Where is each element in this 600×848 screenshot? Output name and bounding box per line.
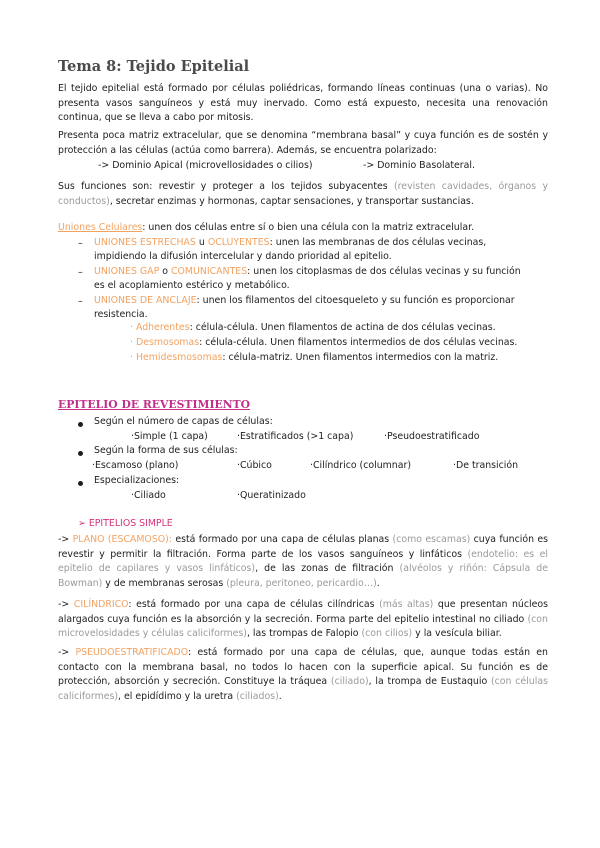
espec-label: Especializaciones: bbox=[94, 475, 180, 486]
union-estrechas: UNIONES ESTRECHAS u OCLUYENTES: unen las membranas de dos células vecinas, bbox=[94, 237, 487, 248]
union-anclaje: UNIONES DE ANCLAJE: unen los filamentos del citoesqueleto y su función es proporcionar bbox=[94, 295, 515, 306]
espec-ciliado: ·Ciliado bbox=[131, 490, 166, 501]
bullet-dot bbox=[78, 451, 83, 456]
subsection-heading-simple: ➢ EPITELIOS SIMPLE bbox=[78, 518, 173, 529]
forma-transicion: ·De transición bbox=[453, 460, 519, 471]
dash-bullet: – bbox=[78, 296, 83, 307]
basolateral-domain: -> Dominio Basolateral. bbox=[363, 160, 475, 171]
forma-label: Según la forma de sus células: bbox=[94, 445, 238, 456]
union-estrechas-cont: impidiendo la difusión intercelular y dando prioridad al epitelio. bbox=[94, 251, 392, 262]
hemidesmosomas-item: · Hemidesmosomas: célula-matriz. Unen filamentos intermedios con la matriz. bbox=[130, 352, 499, 363]
capas-label: Según el número de capas de células: bbox=[94, 416, 273, 427]
plano-term: PLANO (ESCAMOSO): bbox=[72, 534, 172, 545]
functions-note: (revisten cavidades, órganos y conductos) bbox=[58, 181, 548, 207]
unions-intro: Uniones Celulares: unen dos células entre sí o bien una célula con la matriz extracelular. bbox=[58, 222, 475, 233]
bullet-dot bbox=[78, 481, 83, 486]
intro-paragraph: El tejido epitelial está formado por células poliédricas, formando líneas continuas (una o varias). No presenta vasos sanguíneos y está muy inervado. Como está expuesto, necesita una renovación continua, que se lleva a cabo por mitosis. bbox=[58, 83, 548, 124]
capas-simple: ·Simple (1 capa) bbox=[131, 431, 208, 442]
page-title: Tema 8: Tejido Epitelial bbox=[58, 58, 250, 75]
apical-domain: -> Dominio Apical (microvellosidades o cilios) bbox=[98, 160, 313, 171]
pseudoestratificado-paragraph: -> PSEUDOESTRATIFICADO: está formado por una capa de células, que, aunque todas están en contacto con la membrana basal, no todos lo hacen con la superficie apical. Su función es de protección, absorción y secreción. Constituye la tráquea (ciliado), la trompa de Eustaquio (con células caliciformes), el epidídimo y la uretra (ciliados). bbox=[58, 647, 549, 702]
desmosomas-item: · Desmosomas: célula-célula. Unen filamentos intermedios de dos células vecinas. bbox=[130, 337, 518, 348]
union-anclaje-cont: resistencia. bbox=[94, 309, 148, 320]
forma-cilindrico: ·Cilíndrico (columnar) bbox=[310, 460, 411, 471]
capas-estratificados: ·Estratificados (>1 capa) bbox=[237, 431, 354, 442]
forma-escamoso: ·Escamoso (plano) bbox=[92, 460, 179, 471]
union-gap-cont: es el acoplamiento estérico y metabólico. bbox=[94, 280, 290, 291]
plano-paragraph: -> PLANO (ESCAMOSO): está formado por una capa de células planas (como escamas) cuya función es revestir y permitir la filtración. Forma parte de los vasos sanguíneos y linfáticos (endotelio: es el epitelio de capilares y vasos linfáticos), de las zonas de filtración (alvéolos y riñón: Cápsula de Bowman) y de membranas serosas (pleura, peritoneo, pericardio…). bbox=[58, 534, 549, 589]
forma-cubico: ·Cúbico bbox=[237, 460, 272, 471]
section-heading-revestimiento: EPITELIO DE REVESTIMIENTO bbox=[58, 398, 251, 411]
union-gap: UNIONES GAP o COMUNICANTES: unen los citoplasmas de dos células vecinas y su función bbox=[94, 266, 521, 277]
unions-title: Uniones Celulares bbox=[58, 222, 143, 233]
bullet-dot bbox=[78, 422, 83, 427]
cilindrico-paragraph: -> CILÍNDRICO: está formado por una capa de células cilíndricas (más altas) que presentan núcleos alargados cuya función es la absorción y la secreción. Forma parte del epitelio intestinal no ciliado (con microvelosidades y células caliciformes), las trompas de Falopio (con cilios) y la vesícula biliar. bbox=[58, 599, 548, 640]
cilindrico-term: CILÍNDRICO bbox=[73, 599, 129, 610]
espec-queratinizado: ·Queratinizado bbox=[237, 490, 306, 501]
adherentes-item: · Adherentes: célula-célula. Unen filamentos de actina de dos células vecinas. bbox=[130, 322, 496, 333]
pseudoestratificado-term: PSEUDOESTRATIFICADO bbox=[75, 647, 188, 658]
functions-paragraph: Sus funciones son: revestir y proteger a los tejidos subyacentes (revisten cavidades, órganos y conductos), secretar enzimas y hormonas, captar sensaciones, y transportar sustancias. bbox=[58, 181, 548, 207]
capas-pseudoestratificado: ·Pseudoestratificado bbox=[384, 431, 480, 442]
matrix-paragraph: Presenta poca matriz extracelular, que se denomina “membrana basal” y cuya función es de sostén y protección a las células (actúa como barrera). Además, se encuentra polarizado: bbox=[58, 130, 548, 156]
dash-bullet: – bbox=[78, 238, 83, 249]
dash-bullet: – bbox=[78, 267, 83, 278]
